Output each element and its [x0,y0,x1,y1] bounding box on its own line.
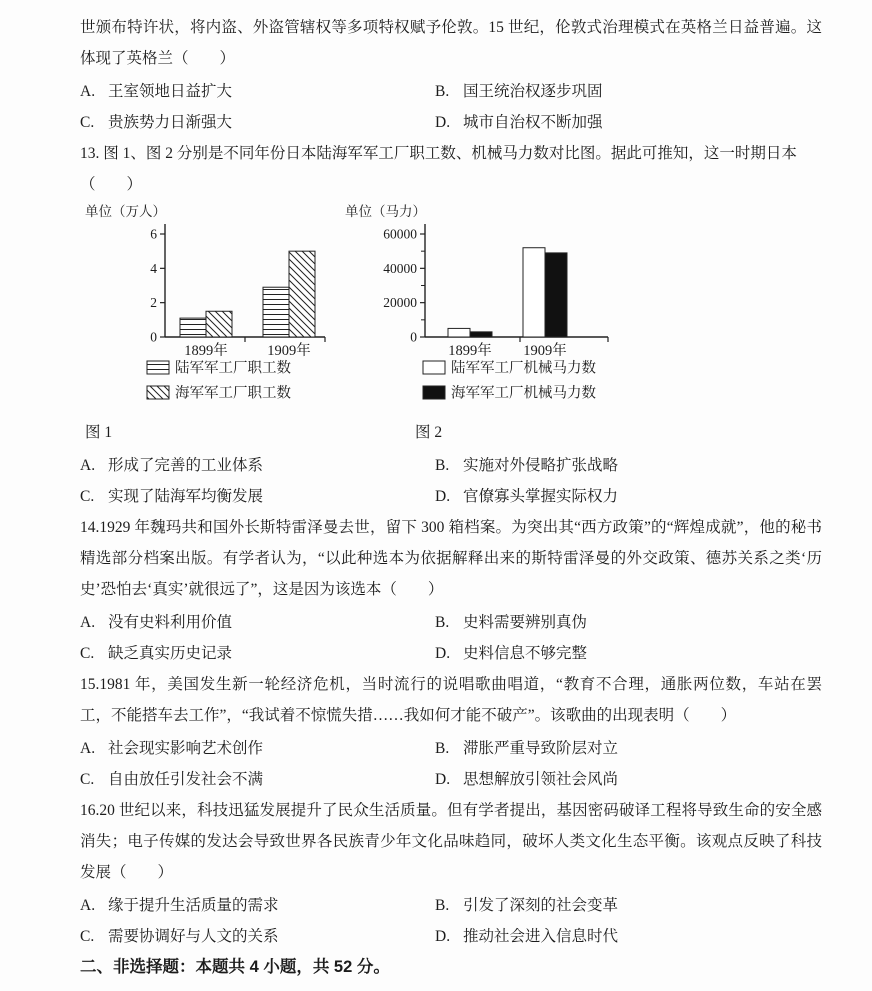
option [435,921,822,952]
option [435,890,822,921]
option-label: A. [80,457,96,474]
option-label: B. [435,614,450,631]
option-label: A. [80,740,96,757]
figure-2-caption: 图 2 [415,424,443,441]
option [435,607,822,638]
svg-text:海军军工厂机械马力数: 海军军工厂机械马力数 [451,385,596,402]
option-text: 实现了陆海军均衡发展 [108,488,264,505]
svg-text:20000: 20000 [383,295,417,311]
option-label: C. [80,771,95,788]
option-text: 没有史料利用价值 [108,614,233,631]
option-label: C. [80,488,95,505]
option-text: 贵族势力日渐强大 [108,114,233,131]
option-label: D. [435,645,451,662]
option [80,107,435,138]
figure-1-caption: 图 1 [85,424,113,441]
option [80,638,435,669]
option-text: 自由放任引发社会不满 [108,771,264,788]
svg-text:4: 4 [150,260,157,276]
option-label: C. [80,114,95,131]
option-text: 缘于提升生活质量的需求 [108,897,279,914]
option-text: 推动社会进入信息时代 [463,928,619,945]
option-text: 需要协调好与人文的关系 [108,928,279,945]
option [80,76,435,107]
svg-text:陆军军工厂职工数: 陆军军工厂职工数 [175,360,291,377]
question-13-options [80,450,822,512]
option [435,764,822,795]
svg-text:1909年: 1909年 [523,343,567,359]
figure-1-bar-chart [85,202,335,428]
option-label: B. [435,457,450,474]
option-label: D. [435,114,451,131]
option [435,638,822,669]
option-label: B. [435,740,450,757]
option-text: 引发了深刻的社会变革 [463,897,619,914]
option-label: A. [80,897,96,914]
option [80,481,435,512]
option-text: 社会现实影响艺术创作 [108,740,264,757]
option-label: D. [435,488,451,505]
option-label: D. [435,771,451,788]
option-text: 实施对外侵略扩张战略 [463,457,619,474]
option-label: B. [435,83,450,100]
question-16-options [80,890,822,952]
option-label: D. [435,928,451,945]
question-14-options [80,607,822,669]
option-text: 城市自治权不断加强 [463,114,603,131]
svg-text:0: 0 [150,329,157,345]
svg-text:2: 2 [150,295,157,311]
option [80,890,435,921]
svg-text:1899年: 1899年 [448,343,492,359]
option [80,733,435,764]
svg-text:0: 0 [410,329,417,345]
option [80,921,435,952]
svg-text:单位（万人）: 单位（万人） [85,204,166,219]
option [80,764,435,795]
svg-text:60000: 60000 [383,226,417,242]
svg-text:陆军军工厂机械马力数: 陆军军工厂机械马力数 [451,360,596,377]
option [80,450,435,481]
question-13-stem: 13. 图 1、图 2 分别是不同年份日本陆海军军工厂职工数、机械马力数对比图。据此可推知，这一时期日本 [80,145,797,162]
option-text: 缺乏真实历史记录 [108,645,233,662]
option [80,607,435,638]
option-label: A. [80,83,96,100]
option-text: 形成了完善的工业体系 [108,457,264,474]
option-label: B. [435,897,450,914]
svg-text:海军军工厂职工数: 海军军工厂职工数 [175,385,291,402]
question-16-stem: 16.20 世纪以来，科技迅猛发展提升了民众生活质量。但有学者提出，基因密码破译工程将导致生命的安全感消失；电子传媒的发达会导致世界各民族青少年文化品味趋同，破坏人类文化生态平衡。该观点反映了科技发展（ ） [80,802,822,881]
question-15-stem: 15.1981 年，美国发生新一轮经济危机，当时流行的说唱歌曲唱道，“教育不合理，通胀两位数，车站在罢工，不能搭车去工作”，“我试着不惊慌失措……我如何才能不破产”。该歌曲的出现表明（ ） [80,676,822,724]
question-13-figures [80,202,822,417]
option-text: 滞胀严重导致阶层对立 [463,740,619,757]
option-text: 思想解放引领社会风尚 [463,771,619,788]
figure-captions [80,417,822,448]
option [435,450,822,481]
option-label: C. [80,645,95,662]
option-text: 官僚寡头掌握实际权力 [463,488,619,505]
svg-text:单位（马力）: 单位（马力） [345,204,426,219]
svg-text:1909年: 1909年 [267,343,311,359]
question-13-stem-continuation: （ ） [80,176,143,193]
svg-text:6: 6 [150,226,157,242]
figure-2-bar-chart [340,202,660,428]
option [435,481,822,512]
option-label: C. [80,928,95,945]
section-2-header: 二、非选择题：本题共 4 小题，共 52 分。 [80,958,390,976]
question-12-options [80,76,822,138]
option-text: 王室领地日益扩大 [108,83,233,100]
option [435,733,822,764]
svg-text:40000: 40000 [383,260,417,276]
question-15-options [80,733,822,795]
option-text: 史料需要辨别真伪 [463,614,588,631]
option-text: 史料信息不够完整 [463,645,588,662]
question-12-stem: 世颁布特许状，将内盗、外盗管辖权等多项特权赋予伦敦。15 世纪，伦敦式治理模式在英格兰日益普遍。这体现了英格兰（ ） [80,19,822,67]
option-text: 国王统治权逐步巩固 [463,83,603,100]
svg-text:1899年: 1899年 [184,343,228,359]
option [435,107,822,138]
question-14-stem: 14.1929 年魏玛共和国外长斯特雷泽曼去世，留下 300 箱档案。为突出其“西方政策”的“辉煌成就”，他的秘书精选部分档案出版。有学者认为，“以此种选本为依据解释出来的斯特雷泽曼的外交政策、德苏关系之类‘历史’恐怕去‘真实’就很远了”，这是因为该选本（ ） [80,519,822,598]
option [435,76,822,107]
option-label: A. [80,614,96,631]
